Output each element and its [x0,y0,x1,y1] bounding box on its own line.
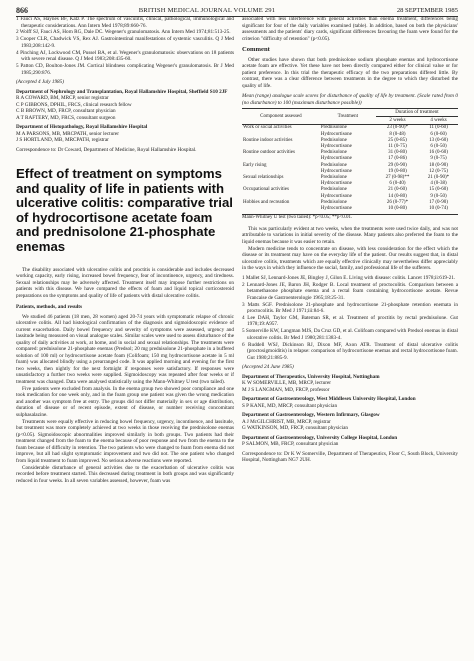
value-cell: 6 (0-60) [430,131,447,137]
treatment-cell: Hydrocortisone [320,181,352,187]
discussion-paragraph: This was particularly evident at two weeks, when the treatments were used twice daily, and was not attributable to variations in initial severity of the disease. Many patients also preferred the foam to the liquid enemas because it was easier to retain. [242,225,458,245]
results-table [242,108,458,212]
department-name: Department of Gastroenterology, West Middlesex University Hospital, London [242,396,416,403]
department-name: Department of Nephrology and Transplantation, Royal Hallamshire Hospital, Sheffield S10 2JF [16,88,228,95]
author-credit: M A PARSONS, MB, MRCPATH, senior lecturer [16,130,119,137]
component-cell: Routine indoor activities [243,137,293,143]
value-cell: 8 (0-48) [389,131,406,137]
value-cell: 17 (0-86) [388,156,407,162]
value-cell: 18 (0-90) [429,162,448,168]
component-cell: Early rising [243,162,267,168]
reference-list [16,16,234,76]
treatment-cell: Prednisolone [320,137,347,143]
table-footnote: Mann-Whitney U test (two tailed): *p<0.05; **p<0.01. [242,214,458,222]
department-name: Department of Gastroenterology, Western Infirmary, Glasgow [242,412,380,419]
correspondence-note: Correspondence to: Dr Coward, Department of Medicine, Royal Hallamshire Hospital. [16,146,197,153]
reference-item: 3 Cooper CLR, Chadwick VS, Rex AJ. Gastrointestinal manifestations of systemic vasculitis. Q J Med 1983;208:142-9. [16,36,234,49]
author-credit: P SALMON, MB, FRCP, consultant physician [242,441,339,448]
component-cell: Sexual relationships [243,175,284,181]
methods-paragraph: Treatments were equally effective in reducing bowel frequency, urgency, incontinence, and lassitude, but treatment was more completely achieved at two weeks in those receiving the prednisolone enemas (p<0.05). Sigmoidoscopic abnormalities improved similarly in both groups. Two patients had their treatment changed from the foam to the enema because of poor response and two from the enema to the foam because of difficulty in retention. The two patients who were changed to foam from enema did not improve, but all had slight symptomatic improvement and two did not. The one patient who changed from liquid treatment to foam improved. No serious adverse reactions were reported. [16,418,234,464]
component-cell: Routine outdoor activities [243,150,295,156]
right-column [242,16,458,464]
section-heading: Patients, methods, and results [16,304,83,311]
article-body [16,267,234,485]
col-4-weeks: 4 weeks [430,117,447,123]
treatment-cell: Hydrocortisone [320,144,352,150]
continuation-text [242,16,458,89]
value-cell: 26 (0-77)* [386,199,409,205]
value-cell: 14 (0-80) [388,193,407,199]
comment-heading: Comment [242,46,270,53]
treatment-cell: Hydrocortisone [320,156,352,162]
reference-item: 1 Fauci AS, Haynes BF, Katz P. The spectrum of vasculitis, clinical, pathological, immunological and therapeutic considerations. Ann Intern Med 1978;89:660-76. [16,16,234,29]
reference-item: 3 Matts SGF. Prednisolone 21-phosphate and hydrocortisone 21-phosphate retention enemata in proctocolitis. Br Med J 1971;iii:84-6. [242,301,458,315]
author-credit: C B BROWN, MD, FRCP, consultant physician [16,108,116,115]
comment-section [242,57,458,90]
value-cell: 21 (0-90)* [427,175,450,181]
reference-item: 4 Lee DAH, Taylor GM, Bateman SR, et al. Treatment of proctitis by rectal prednisolone. Gut 1978;19:A957. [242,314,458,328]
reference-item: 4 Pinching AJ, Lockwood CM, Pussel BA, et al. Wegener's granulomatosis: observations on 18 patients with severe renal disease. Q J Med 1983;208:435-60. [16,49,234,63]
treatment-cell: Prednisolone [320,162,347,168]
reference-item: 2 Wolff SJ, Fauci AS, Horn RG, Dale DC. Wegener's granulomatosis. Ann Intern Med 1974;81:513-25. [16,29,231,36]
component-cell: Hobbies and recreation [243,199,290,205]
component-cell: Occupational activities [243,187,289,193]
value-cell: 10 (0-74) [429,206,448,212]
article-title: Effect of treatment on symptoms and quality of life in patients with ulcerative colitis: comparative trial of hydrocortisone acetate foam and prednisolone 21-phosphate enemas [16,166,233,255]
header-rule [16,16,458,17]
value-cell: 21 (0-60) [388,187,407,193]
author-credit: M J S LANGMAN, MD, FRCP, professor [242,386,330,393]
discussion-paragraph: Modern medicine tends to concentrate on disease, with less consideration for the effect which the disease or its treatment may have on the everyday life of the patient. Our results suggest that, in distal ulcerative colitis, treatments which are equally effective clinically may nevertheless differ appreciably in the ways in which they influence the social, family, and professional life of the sufferers. [242,245,458,272]
discussion-section [242,226,458,272]
accepted-date: (Accepted 24 June 1985) [242,364,294,371]
component-cell: Work or social activities [243,125,292,131]
continuation-paragraph: associated with less interference with general activities than enema treatment, differences being significant for four of the daily variables examined (table). In addition, based on both the physicians' assessments and the patients' diary cards, significant differences favouring the foam were found for the criterion "difficulty of retention" (p<0.05). [242,16,458,42]
treatment-cell: Prednisolone [320,125,347,131]
methods-paragraph: Five patients were excluded from analysis. In the enema group two showed poor compliance and one took medication for one week only, and in the foam group one patient was given the wrong medication and another was symptom free at entry. The groups did not differ materially in sex or age distribution, duration of disease or of recent episode, extent of disease, or number receiving concomitant sulphasalazine. [16,385,234,418]
value-cell: 15 (0-60) [429,187,448,193]
value-cell: 31 (0-80) [388,150,407,156]
value-cell: 16 (0-60) [429,150,448,156]
methods-section [16,314,234,485]
value-cell: 27 (0-98)** [385,175,410,181]
value-cell: 19 (0-80) [388,168,407,174]
reference-item: 2 Lennard-Jones JE, Baron JH, Rodger B. Local treatment of proctocolitis. Comparison between a betamethasone phosphate enema and a rectal foam containing hydrocortisone acetate. Revue Francaise de Gastroenterologie 1965;18:25-31. [242,281,458,301]
value-cell: 17 (0-90) [429,199,448,205]
col-component: Component assessed [260,113,302,119]
author-credit: J S HORTLAND, MB, MRCPATH, registrar [16,137,109,144]
value-cell: 6 (0-50) [430,144,447,150]
left-column [16,16,234,485]
value-cell: 11 (0-75) [388,144,407,150]
author-credit: A T RAFTERY, MD, FRCS, consultant surgeon [16,114,116,121]
issue-date: 28 SEPTEMBER 1985 [396,6,458,14]
treatment-cell: Prednisolone [320,150,347,156]
table-row [242,125,458,132]
value-cell: 6 (0-40) [389,181,406,187]
accepted-date: (Accepted 4 July 1985) [16,79,64,86]
treatment-cell: Prednisolone [320,175,347,181]
affiliation-block [16,89,234,144]
treatment-cell: Hydrocortisone [320,193,352,199]
value-cell: 25 (0-85) [388,137,407,143]
reference-item: 5 Somerville KW, Langman MJS, Da Cruz GD, et al. Colifoam compared with Predsol enemas in distal ulcerative colitis. Br Med J 1980;281:1383-4. [242,328,458,341]
reference-item: 6 Ruddell WSJ, Dickinson RJ, Dixon MF, Axon ATR. Treatment of distal ulcerative colitis (proctosigmoiditis) in relapse: comparison of hydrocortisone enemas and rectal hydrocortisone foam. Gut 1980;21:885-9. [242,341,458,361]
author-credit: C P GIBBONS, DPHIL, FRCS, clinical research fellow [16,101,132,108]
value-cell: 10 (0-80) [388,206,407,212]
author-credit: G WATKINSON, MD, FRCP, consultant physician [242,425,348,432]
table-caption: Mean (range) analogue scale scores for disturbance of quality of life by treatment. (Scale rated from 0 (no disturbance) to 100 (maximum disturbance possible)) [242,93,458,106]
col-treatment: Treatment [337,113,359,119]
journal-title: BRITISH MEDICAL JOURNAL VOLUME 291 [138,6,276,14]
author-credit: S P KANE, MD, MRCP, consultant physician [242,402,338,409]
department-name: Department of Therapeutics, University Hospital, Nottingham [242,373,380,380]
value-cell: 13 (0-60) [429,137,448,143]
treatment-cell: Hydrocortisone [320,168,352,174]
treatment-cell: Hydrocortisone [320,131,352,137]
comment-paragraph: Other studies have shown that both prednisolone sodium phosphate enemas and hydrocortisone acetate foam are effective. Yet these have not been directly compared either for clinical value or for patient preference. In this trial the therapeutic efficacy of the two preparations differed little. By contrast, there was a clear difference between treatments in the degree to which they disturbed the quality of life. [242,56,458,89]
table-header-row [242,109,458,117]
col-duration: Duration of treatment [376,109,458,117]
table-body [242,125,458,212]
value-cell: 23 (0-90)* [386,125,409,131]
treatment-cell: Prednisolone [320,187,347,193]
value-cell: 12 (0-75) [429,168,448,174]
intro-paragraph: The disability associated with ulcerative colitis and proctitis is considerable and includes decreased working capacity, early rising, increased bowel frequency, fear of incontinence, urgency, and tiredness. Sexual relationships may be adversely affected. Treatment itself may impose further restrictions on patients with this disease. We have compared the effects of foam and liquid topical corticosteroid preparations on the symptoms and quality of life of patients with distal ulcerative colitis. [16,266,234,299]
author-credit: A J McGILCHRIST, MB, MRCP, registrar [242,418,331,425]
treatment-cell: Hydrocortisone [320,206,352,212]
running-head [16,4,458,16]
department-name: Department of Gastroenterology, University College Hospital, London [242,434,398,441]
reference-list [242,275,458,361]
col-2-weeks: 2 weeks [389,117,406,123]
author-credit: K W SOMERVILLE, MB, MRCP, lecturer [242,380,332,387]
value-cell: 11 (0-60) [429,125,448,131]
page-number: 866 [16,5,28,15]
value-cell: 9 (0-75) [430,156,447,162]
treatment-cell: Prednisolone [320,199,347,205]
affiliation-block [242,374,458,448]
correspondence-note: Correspondence to: Dr K W Somerville, Department of Therapeutics, Floor C, South Block, University Hospital, Nottingham NG7 2UH. [242,450,458,464]
methods-paragraph: Considerable disturbance of general activities due to the exacerbation of ulcerative colitis was recorded before treatment started. This decreased during treatment in both groups and was significantly reduced in four weeks. In all seven variables assessed, however, foam was [16,464,234,484]
value-cell: 9 (0-50) [430,193,447,199]
value-cell: 4 (0-38) [430,181,447,187]
department-name: Department of Histopathology, Royal Hallamshire Hospital [16,124,148,131]
methods-paragraph: We studied 46 patients (18 men, 28 women) aged 20-74 years with symptomatic relapse of chronic ulcerative colitis. All had histological confirmation of the diagnosis and sigmoidoscopic evidence of current exacerbation. Daily bowel frequency and severity of symptoms were assessed, urgency and lassitude being measured on visual analogue scales. Similar scales were used to assess disturbance of the quality of daily activities at work, at home, and in social and sexual relationships. The treatments were compared: prednisolone 21-phosphate enemas (Predsol; 20 mg prednisolone 21-phosphate in a buffered solution of 100 ml) or hydrocortisone acetate foam (Colifoam; 150 mg hydrocortisone acetate in 5 ml foam) was allocated blindly using a prearranged code. It was applied morning and evening for the first two weeks, then nightly for the next fortnight if responses were satisfactory. If responses were unsatisfactory a further two weeks were supplied. Sigmoidoscopy was repeated after four weeks or if treatment was changed. Data were analysed statistically using the Mann-Whitney U test (two tailed). [16,313,234,385]
reference-item: 1 Mallet SJ, Lennard-Jones JE, Bingley J, Gilon E. Living with disease: colitis. Lancet 1978;ii:619-21. [242,274,456,281]
reference-item: 5 Patton CD, Boulton-Jones JM. Cortical blindness complicating Wegener's granulomatosis. Br J Med 1985;290:876. [16,63,234,76]
value-cell: 29 (0-90) [388,162,407,168]
author-credit: R A COWARD, BM, MRCP, senior registrar [16,95,109,102]
